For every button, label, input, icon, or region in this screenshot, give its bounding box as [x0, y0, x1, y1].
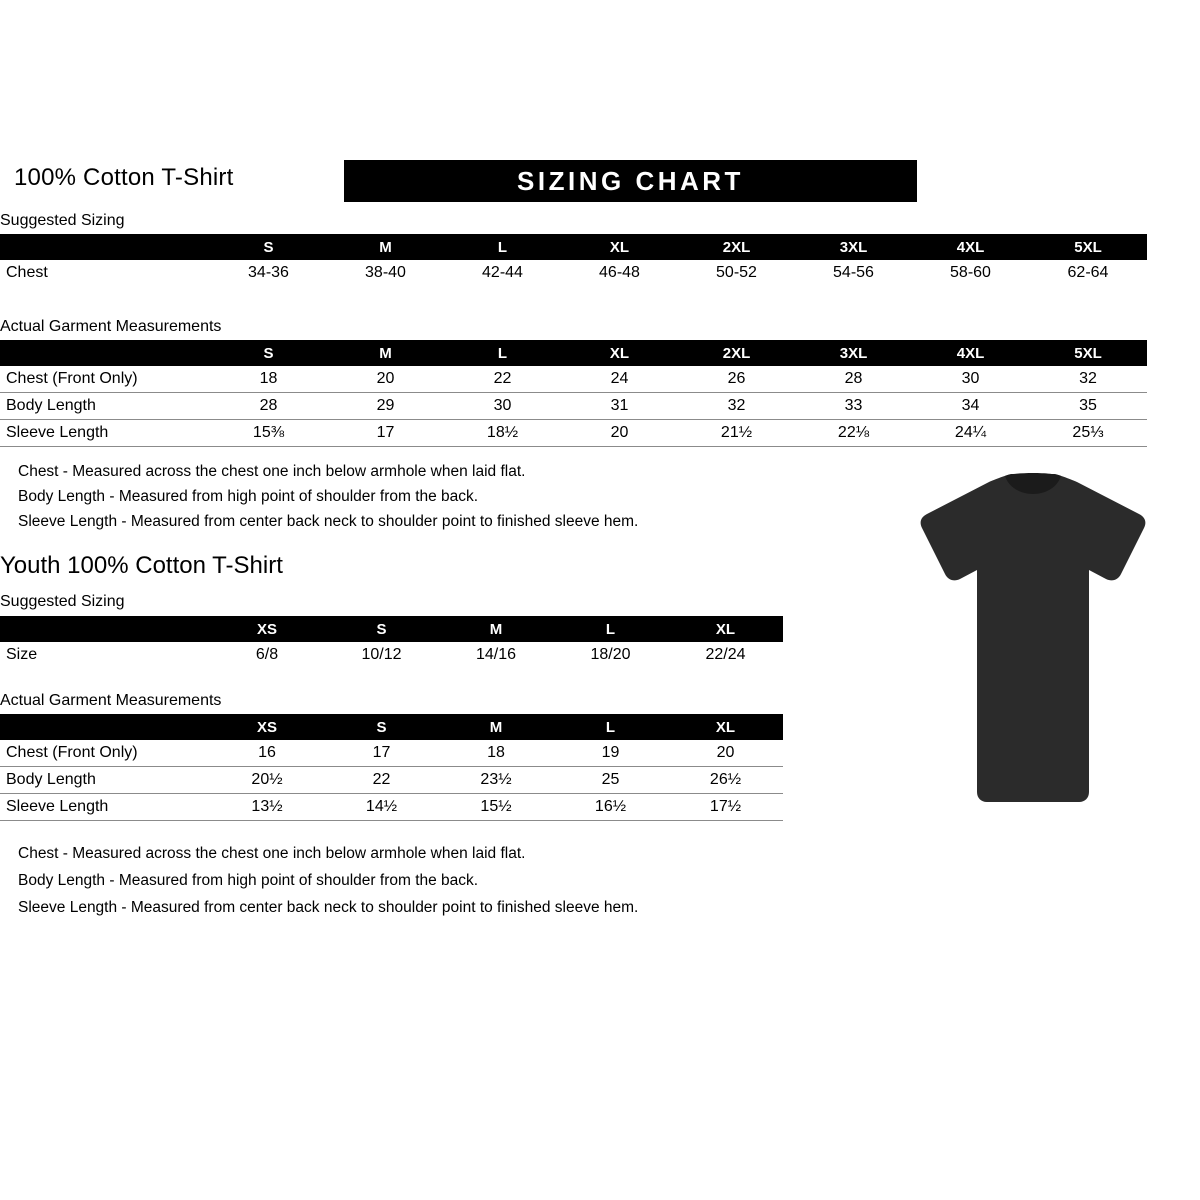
youth-suggested-sizing-label: Suggested Sizing [0, 593, 125, 610]
table-row [0, 767, 783, 794]
sizing-chart-banner-label: SIZING CHART [517, 165, 744, 196]
column-header-m: M [489, 620, 503, 638]
table-cell: 24¼ [954, 424, 987, 441]
column-header-m: M [379, 238, 392, 256]
table-header-row [0, 616, 783, 642]
row-label: Chest (Front Only) [6, 370, 138, 387]
column-header-blank [0, 616, 210, 642]
table-row [0, 260, 1147, 286]
table-row [0, 420, 1147, 447]
measurement-note: Sleeve Length - Measured from center back neck to shoulder point to finished sleeve hem. [18, 513, 639, 530]
column-header-xl: XL [715, 620, 736, 638]
adult-title-row [14, 160, 1164, 204]
table-cell: 19 [601, 744, 620, 761]
row-label: Body Length [6, 771, 96, 788]
table-cell: 32 [727, 397, 746, 414]
table-cell: 20½ [251, 771, 283, 788]
measurement-note: Chest - Measured across the chest one inch below armhole when laid flat. [18, 845, 526, 862]
table-cell: 23½ [480, 771, 512, 788]
column-header-5xl: 5XL [1074, 238, 1102, 256]
table-cell: 34 [961, 397, 980, 414]
table-cell: 25 [601, 771, 620, 788]
table-cell: 18½ [486, 424, 519, 441]
column-header-blank [0, 234, 210, 260]
table-cell: 28 [844, 370, 863, 387]
table-cell: 18 [259, 370, 278, 387]
youth-section-title: Youth 100% Cotton T-Shirt [0, 552, 283, 579]
column-header-xs: XS [256, 620, 277, 638]
table-cell: 26½ [709, 771, 742, 788]
column-header-l: L [497, 344, 508, 362]
row-label: Size [6, 646, 38, 663]
table-cell: 29 [376, 397, 395, 414]
column-header-s: S [376, 620, 387, 638]
table-cell: 6/8 [255, 646, 279, 663]
table-cell: 20 [376, 370, 395, 387]
table-cell: 21½ [720, 424, 753, 441]
table-cell: 58-60 [950, 264, 991, 281]
table-cell: 10/12 [361, 646, 402, 663]
table-cell: 26 [727, 370, 746, 387]
column-header-xl: XL [609, 238, 630, 256]
column-header-l: L [605, 718, 616, 736]
table-cell: 13½ [251, 798, 283, 815]
table-cell: 42-44 [482, 264, 523, 281]
column-header-2xl: 2XL [722, 238, 751, 256]
table-cell: 22 [372, 771, 391, 788]
table-header-row [0, 234, 1147, 260]
adult-suggested-sizing-table [0, 234, 1147, 286]
table-cell: 32 [1079, 370, 1097, 387]
table-cell: 24 [610, 370, 629, 387]
row-label: Chest (Front Only) [6, 744, 138, 761]
table-cell: 25⅓ [1072, 424, 1104, 441]
column-header-xl: XL [715, 718, 736, 736]
sizing-chart-banner [344, 160, 917, 202]
column-header-s: S [263, 238, 274, 256]
column-header-m: M [379, 344, 392, 362]
youth-actual-measurements-label: Actual Garment Measurements [0, 692, 222, 709]
column-header-xl: XL [609, 344, 630, 362]
table-cell: 22 [493, 370, 512, 387]
table-row [0, 642, 783, 668]
table-cell: 30 [961, 370, 980, 387]
column-header-5xl: 5XL [1074, 344, 1102, 362]
column-header-s: S [263, 344, 274, 362]
measurement-note: Chest - Measured across the chest one inch below armhole when laid flat. [18, 463, 526, 480]
column-header-l: L [497, 238, 508, 256]
table-cell: 54-56 [833, 264, 874, 281]
adult-suggested-sizing-label: Suggested Sizing [0, 212, 125, 229]
table-cell: 31 [610, 397, 629, 414]
column-header-xs: XS [256, 718, 277, 736]
tshirt-product-image [893, 470, 1173, 810]
column-header-3xl: 3XL [839, 238, 868, 256]
column-header-3xl: 3XL [839, 344, 868, 362]
table-cell: 14/16 [475, 646, 517, 663]
table-cell: 18/20 [590, 646, 631, 663]
column-header-l: L [605, 620, 616, 638]
table-cell: 17 [376, 424, 395, 441]
table-cell: 16 [258, 744, 276, 761]
table-cell: 17 [372, 744, 391, 761]
column-header-s: S [376, 718, 387, 736]
table-cell: 18 [487, 744, 505, 761]
row-label: Chest [6, 264, 48, 281]
table-cell: 33 [844, 397, 863, 414]
table-cell: 46-48 [599, 264, 640, 281]
column-header-4xl: 4XL [956, 344, 985, 362]
table-cell: 14½ [365, 798, 398, 815]
row-label: Sleeve Length [6, 798, 109, 815]
table-cell: 22/24 [705, 646, 746, 663]
table-cell: 22⅛ [837, 424, 870, 441]
measurement-note: Body Length - Measured from high point of shoulder from the back. [18, 488, 479, 505]
youth-suggested-sizing-table [0, 616, 783, 668]
table-header-row [0, 340, 1147, 366]
table-cell: 17½ [709, 798, 742, 815]
row-label: Body Length [6, 397, 96, 414]
table-cell: 28 [259, 397, 278, 414]
table-cell: 20 [610, 424, 629, 441]
table-cell: 30 [493, 397, 512, 414]
row-label: Sleeve Length [6, 424, 109, 441]
table-cell: 15½ [480, 798, 512, 815]
adult-actual-measurements-label: Actual Garment Measurements [0, 318, 222, 335]
table-cell: 50-52 [716, 264, 757, 281]
table-cell: 38-40 [365, 264, 406, 281]
measurement-note: Sleeve Length - Measured from center back neck to shoulder point to finished sleeve hem. [18, 899, 639, 916]
table-row [0, 366, 1147, 393]
table-cell: 35 [1079, 397, 1097, 414]
table-row [0, 393, 1147, 420]
page-title: 100% Cotton T-Shirt [14, 164, 234, 191]
column-header-blank [0, 340, 210, 366]
table-row [0, 740, 783, 767]
table-header-row [0, 714, 783, 740]
column-header-2xl: 2XL [722, 344, 751, 362]
adult-actual-measurements-table [0, 340, 1147, 447]
table-cell: 62-64 [1067, 264, 1109, 281]
youth-actual-measurements-table [0, 714, 783, 821]
column-header-blank [0, 714, 210, 740]
table-cell: 15⅜ [252, 424, 285, 441]
measurement-note: Body Length - Measured from high point of shoulder from the back. [18, 872, 479, 889]
table-cell: 34-36 [248, 264, 289, 281]
table-cell: 16½ [594, 798, 627, 815]
table-row [0, 794, 783, 821]
table-cell: 20 [716, 744, 735, 761]
column-header-4xl: 4XL [956, 238, 985, 256]
tshirt-icon [893, 470, 1173, 810]
column-header-m: M [489, 718, 503, 736]
